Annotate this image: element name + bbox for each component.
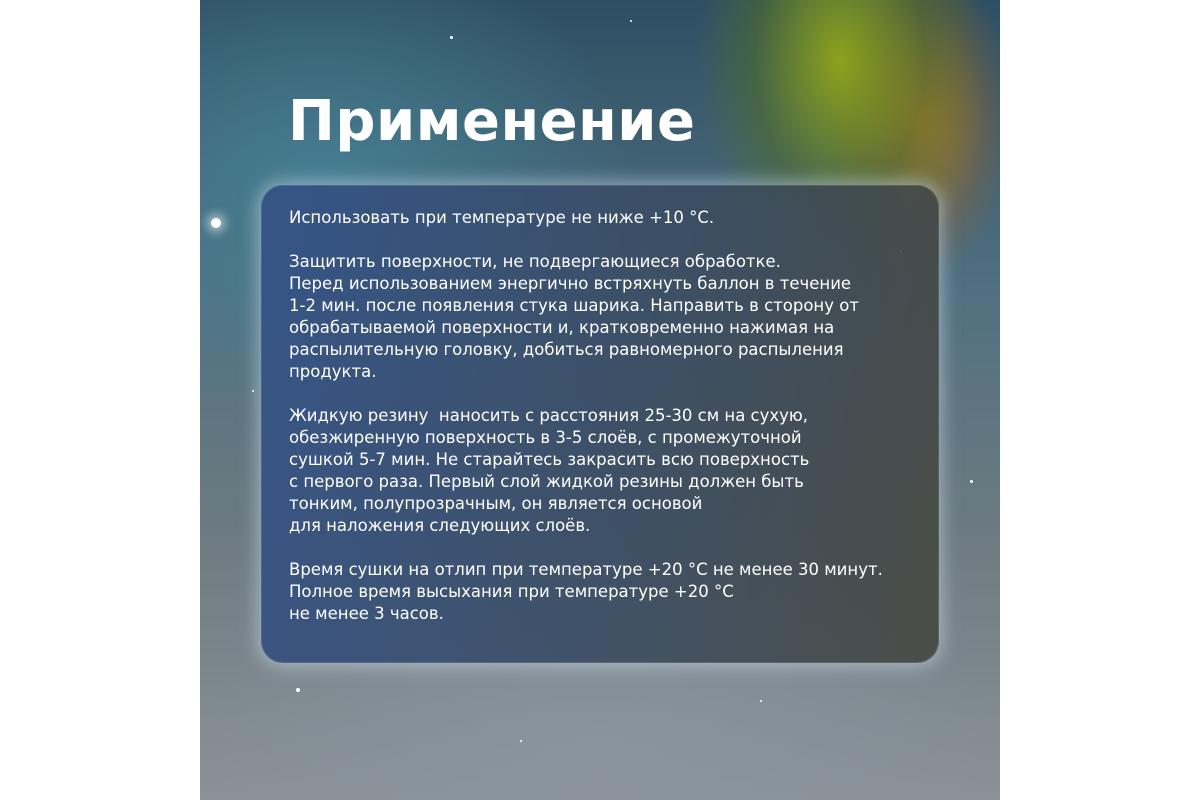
paragraph-preparation [289,251,929,383]
instructions-panel [261,185,939,663]
text-line: обрабатываемой поверхности и, кратковременно нажимая на [289,318,835,337]
star [211,218,221,228]
text-line: Использовать при температуре не ниже +10 °С. [289,208,715,227]
text-line: Время сушки на отлип при температуре +20 °С не менее 30 минут. [289,560,883,579]
paragraph-temperature [289,207,929,229]
instruction-poster [200,0,1000,800]
text-line: Перед использованием энергично встряхнуть баллон в течение [289,274,852,293]
star [760,700,762,702]
text-line: Защитить поверхности, не подвергающиеся обработке. [289,252,781,271]
text-line: с первого раза. Первый слой жидкой резины должен быть [289,472,804,491]
text-line: тонким, полупрозрачным, он является основой [289,494,703,513]
text-line: 1-2 мин. после появления стука шарика. Направить в сторону от [289,296,859,315]
star [970,480,973,483]
paragraph-drying [289,559,929,625]
paragraph-application [289,405,929,537]
star [630,20,632,22]
page-title: Применение [288,89,696,154]
text-line: сушкой 5-7 мин. Не старайтесь закрасить всю поверхность [289,450,810,469]
text-line: Жидкую резину наносить с расстояния 25-30 см на сухую, [289,406,809,425]
text-line: не менее 3 часов. [289,604,444,623]
text-line: Полное время высыхания при температуре +20 °С [289,582,734,601]
star [520,740,522,742]
text-line: обезжиренную поверхность в 3-5 слоёв, с промежуточной [289,428,802,447]
star [450,36,453,39]
star [296,688,300,692]
text-line: распылительную головку, добиться равномерного распыления [289,340,844,359]
instructions-text [289,207,929,647]
text-line: продукта. [289,362,377,381]
star [252,390,254,392]
text-line: для наложения следующих слоёв. [289,516,591,535]
